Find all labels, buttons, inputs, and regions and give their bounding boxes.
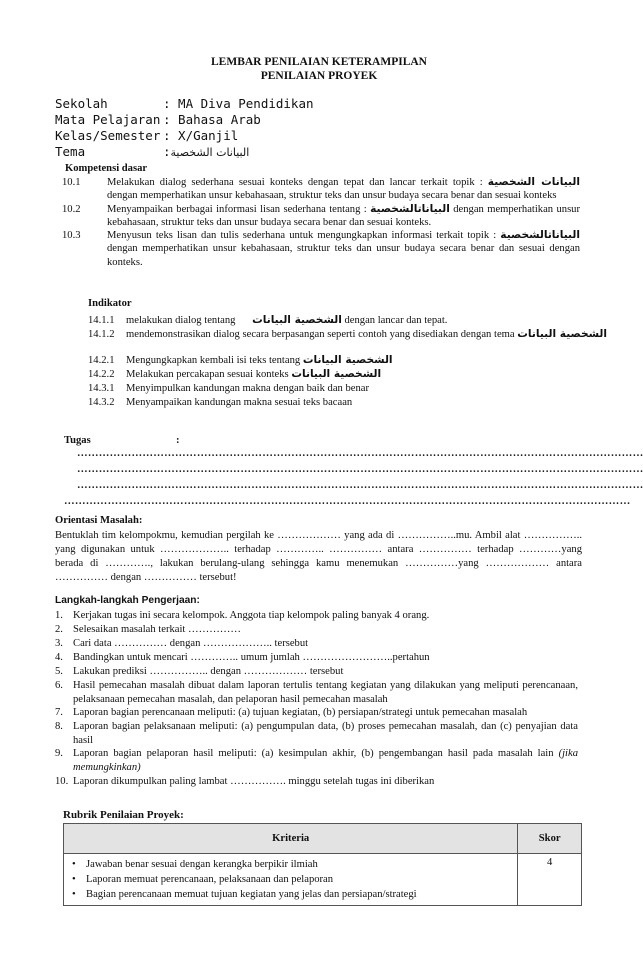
orientasi-text: Bentuklah tim kelompokmu, kemudian pergilah ke ……………… yang ada di ……………..mu. Ambil alat …………….. yang digunakan untuk ……………….. terhadap ………….. …………… antara …………… terhadap …………yang berada di …………., lakukan berulang-ulang sehingga kamu menemukan ……………yang ……………… antara …………… dengan …………… tersebut! [55,530,582,583]
indikator-text: Mengungkapkan kembali isi teks tentang [126,355,301,366]
list-item: • Bagian perencanaan memuat tujuan kegiatan yang jelas dan persiapan/strategi [86,887,511,902]
indikator-text: Melakukan percakapan sesuai konteks [126,369,289,380]
table-row [64,854,582,906]
indikator-number: 14.2.2 [88,369,115,380]
tugas-label: Tugas [64,435,91,446]
step-number: 8. [55,721,63,732]
rubrik-title: Rubrik Penilaian Proyek: [63,809,184,821]
indikator-text: Menyampaikan kandungan makna sesuai teks bacaan [126,397,353,408]
kompetensi-arabic: البياناتالشخصية [370,202,450,215]
rubrik-kriteria-cell [64,854,518,906]
step-text: Selesaikan masalah terkait …………… [73,624,241,635]
step-text-main: Laporan bagian pelaporan hasil meliputi: (a) kesimpulan akhir, (b) pengembangan hasil pada masalah lain [73,748,554,759]
langkah-item [55,651,583,665]
document-subtitle: PENILAIAN PROYEK [260,70,378,82]
langkah-item [55,679,583,706]
indikator-arabic: الشخصية البيانات [252,314,342,326]
info-row-mata-pelajaran [55,112,261,127]
langkah-item [55,609,583,623]
step-text: Bandingkan untuk mencari ………….. umum jumlah ……………………..pertahun [73,652,430,663]
step-text: Laporan bagian perencanaan meliputi: (a) tujuan kegiatan, (b) persiapan/strategi untuk pemecahan masalah [73,707,528,718]
step-text: Laporan bagian pelaksanaan meliputi: (a) pengumpulan data, (b) proses pemecahan masalah, dan (c) penyajian data hasil [73,721,578,746]
kompetensi-item [60,229,580,269]
info-row-sekolah [55,96,314,111]
step-number: 2. [55,624,63,635]
langkah-item [55,720,583,747]
tugas-blank-line: ………………………………………………………………………………………………………………………………………… [77,464,643,475]
kompetensi-text: dengan memperhatikan unsur kebahasaan, struktur teks dan unsur budaya secara benar dan sesuai dengan konteks. [107,243,580,268]
langkah-item [55,775,583,789]
indikator-number: 14.2.1 [88,355,115,366]
step-number: 5. [55,666,63,677]
langkah-item [55,665,583,679]
info-row-kelas-semester [55,128,238,143]
step-text: Cari data …………… dengan ……………….. tersebut [73,638,309,649]
step-text: Laporan dikumpulkan paling lambat ……………. minggu setelah tugas ini diberikan [73,776,435,787]
kompetensi-text: Menyusun teks lisan dan tulis sederhana untuk mengungkapkan informasi terkait topik : [107,230,497,242]
tugas-blank-line: ………………………………………………………………………………………………………………………………………… [77,480,643,491]
indikator-text: dengan lancar dan tepat. [344,315,448,326]
indikator-item [88,368,588,382]
indikator-arabic: الشخصية البيانات [302,354,393,366]
info-row-tema [55,144,249,159]
step-text: Hasil pemecahan masalah dibuat dalam laporan tertulis tentang kegiatan yang dilakukan yang meliputi perencanaan, pelaksanaan pemecahan masalah, dan pelaporan hasil pemecahan masalah [73,680,578,705]
kompetensi-item [60,203,580,230]
kompetensi-number: 10.2 [62,203,81,215]
indikator-text: mendemonstrasikan dialog secara berpasangan seperti contoh yang disediakan dengan tema [126,329,515,340]
kompetensi-arabic: البيانات الشخصية [487,176,580,188]
step-number: 7. [55,707,63,718]
info-value: : [163,144,171,159]
step-text [73,747,578,774]
step-number: 3. [55,638,63,649]
indikator-text: melakukan dialog tentang [126,315,236,326]
step-text: Kerjakan tugas ini secara kelompok. Anggota tiap kelompok paling banyak 4 orang. [73,610,430,621]
kompetensi-text: dengan memperhatikan unsur kebahasaan, struktur teks dan unsur budaya secara benar dan sesuai konteks [107,190,557,202]
info-label: Mata Pelajaran [55,112,161,127]
kompetensi-number: 10.3 [62,230,81,242]
info-value: : X/Ganjil [163,128,239,143]
kompetensi-number: 10.1 [62,177,81,188]
indikator-number: 14.1.2 [88,329,115,340]
tugas-blank-line: ………………………………………………………………………………………………………………………………………… [77,448,643,459]
info-label: Sekolah [55,96,108,111]
kompetensi-title: Kompetensi dasar [65,163,148,174]
info-label: Kelas/Semester [55,128,161,143]
rubrik-table [63,823,582,906]
kompetensi-list [60,176,580,269]
indikator-item [88,382,588,396]
step-number: 6. [55,680,63,691]
langkah-item [55,706,583,720]
kompetensi-arabic: البياناتالشخصية [500,229,580,242]
tema-arabic: البيانات الشخصية [170,146,250,159]
document-title: LEMBAR PENILAIAN KETERAMPILAN [211,56,427,68]
info-value: : Bahasa Arab [163,112,261,127]
indikator-number: 14.3.1 [88,383,115,394]
info-label: Tema [55,144,86,159]
step-text: Lakukan prediksi …………….. dengan ……………… tersebut [73,666,344,677]
kompetensi-text: Melakukan dialog sederhana sesuai konteks dengan tepat dan lancar terkait topik : [107,177,483,188]
step-number: 1. [55,610,63,621]
kriteria-list [70,857,511,902]
indikator-item [88,328,620,342]
langkah-item [55,623,583,637]
indikator-item [88,354,588,368]
langkah-item [55,747,583,774]
tugas-colon: : [176,435,180,446]
orientasi-title: Orientasi Masalah: [55,515,143,526]
langkah-title: Langkah-langkah Pengerjaan: [55,595,200,606]
rubrik-header-skor: Skor [518,824,582,854]
rubrik-skor-cell: 4 [518,854,582,906]
rubrik-header-kriteria: Kriteria [64,824,518,854]
indikator-number: 14.3.2 [88,397,115,408]
indikator-text: Menyimpulkan kandungan makna dengan baik dan benar [126,383,369,394]
indikator-arabic: الشخصية البيانات [291,368,382,380]
step-text-italic: (jika memungkinkan) [73,748,578,773]
langkah-item [55,637,583,651]
kompetensi-item [60,176,580,203]
list-item: • Laporan memuat perencanaan, pelaksanaan dan pelaporan [86,872,511,887]
step-number: 10. [55,776,69,787]
indikator-item [88,314,588,328]
list-item: • Jawaban benar sesuai dengan kerangka berpikir ilmiah [86,857,511,872]
step-number: 9. [55,748,63,759]
indikator-number: 14.1.1 [88,315,115,326]
info-value: : MA Diva Pendidikan [163,96,314,111]
step-number: 4. [55,652,63,663]
indikator-title: Indikator [88,298,132,309]
tugas-blank-line: ………………………………………………………………………………………………………………………………………… [64,496,631,507]
kompetensi-text: Menyampaikan berbagai informasi lisan sederhana tentang : [107,203,367,215]
indikator-arabic: الشخصية البيانات [517,328,607,340]
indikator-item [88,396,588,410]
kompetensi-text: dengan memperhatikan unsur kebahasaan, struktur teks dan unsur budaya secara benar dan sesuai konteks. [107,203,581,228]
